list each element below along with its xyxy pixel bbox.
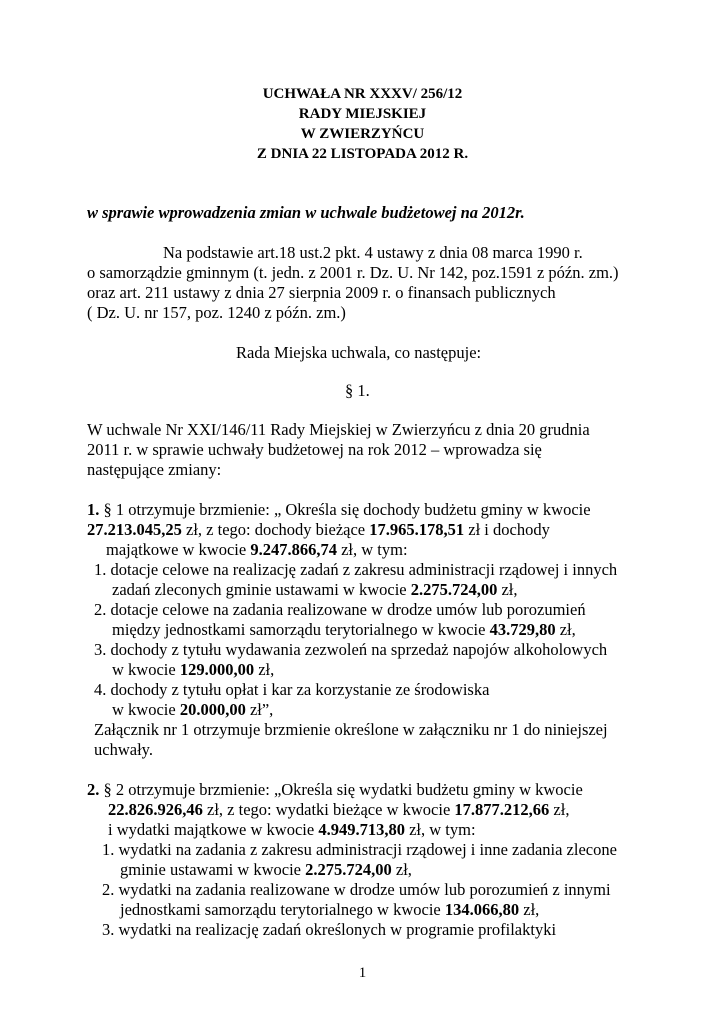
item1-sub3: 3. dochody z tytułu wydawania zezwoleń na sprzedaż napojów alkoholowych [94,640,608,659]
item2-text: gminie ustawami w kwocie [120,860,306,879]
resolution-date: Z DNIA 22 LISTOPADA 2012 R. [256,146,469,162]
item2-sub3: 3. wydatki na realizację zadań określonych w programie profilaktyki [102,920,557,939]
item1-text: zł, z tego: dochody bieżące [181,520,370,539]
item2-sub2-value: 134.066,80 [444,900,520,919]
page-number: 1 [358,965,367,981]
item1-text: w kwocie [112,700,180,719]
item1-annex: Załącznik nr 1 otrzymuje brzmienie określone w załączniku nr 1 do niniejszej [94,720,608,739]
item2-text: zł, [391,860,412,879]
item1-sub2-value: 43.729,80 [489,620,556,639]
expense-current: 17.877.212,66 [454,800,550,819]
preamble-line: Na podstawie art.18 ust.2 pkt. 4 ustawy z dnia 08 marca 1990 r. [163,243,583,262]
item2-sub1-cont [120,860,412,880]
resolves-statement: Rada Miejska uchwala, co następuje: [236,343,482,362]
item2-sub1: 1. wydatki na zadania z zakresu administracji rządowej i inne zadania zlecone [102,840,617,859]
item1-text: między jednostkami samorządu terytorialnego w kwocie [112,620,490,639]
preamble-line: o samorządzie gminnym (t. jedn. z 2001 r. Dz. U. Nr 142, poz.1591 z późn. zm.) [87,263,619,282]
section-mark: § 1. [345,381,370,400]
item1-text: zł, [254,660,275,679]
item1-text: zł, w tym: [336,540,408,559]
item2-line3 [108,820,476,840]
item1-sub1-value: 2.275.724,00 [410,580,498,599]
item2-number: 2. [87,780,100,799]
item2-line1 [87,780,583,800]
expense-total: 22.826.926,46 [108,800,203,819]
resolution-subject: w sprawie wprowadzenia zmian w uchwale budżetowej na 2012r. [87,203,525,222]
item1-text: zł, [497,580,518,599]
item1-text: majątkowe w kwocie [106,540,251,559]
item2-text: zł, [549,800,570,819]
item1-sub3-value: 129.000,00 [179,660,255,679]
item1-sub4: 4. dochody z tytułu opłat i kar za korzystanie ze środowiska [94,680,490,699]
expense-capital: 4.949.713,80 [318,820,405,839]
item1-text: § 1 otrzymuje brzmienie: „ Określa się dochody budżetu gminy w kwocie [99,500,591,519]
item1-sub1-cont [112,580,518,600]
intro-line: 2011 r. w sprawie uchwały budżetowej na rok 2012 – wprowadza się [87,440,542,459]
intro-line: następujące zmiany: [87,460,222,479]
item1-sub4-cont [112,700,273,720]
income-current: 17.965.178,51 [369,520,465,539]
item2-text: zł, z tego: wydatki bieżące w kwocie [202,800,455,819]
item1-sub2: 2. dotacje celowe na zadania realizowane w drodze umów lub porozumień [94,600,586,619]
council-location: W ZWIERZYŃCU [300,126,425,142]
preamble-line: oraz art. 211 ustawy z dnia 27 sierpnia 2009 r. o finansach publicznych [87,283,556,302]
item1-text: zadań zleconych gminie ustawami w kwocie [112,580,411,599]
item1-number: 1. [87,500,100,519]
income-capital: 9.247.866,74 [250,540,337,559]
item1-text: zł i dochody [464,520,550,539]
item2-text: zł, w tym: [404,820,476,839]
item2-text: jednostkami samorządu terytorialnego w kwocie [120,900,445,919]
council-name: RADY MIEJSKIEJ [298,106,427,122]
item1-line2 [87,520,550,540]
item1-text: zł, [555,620,576,639]
intro-line: W uchwale Nr XXI/146/11 Rady Miejskiej w Zwierzyńcu z dnia 20 grudnia [87,420,590,439]
resolution-header [0,84,725,164]
item1-sub3-cont [112,660,274,680]
item2-sub2-cont [120,900,539,920]
item2-text: zł, [519,900,540,919]
item1-sub4-value: 20.000,00 [179,700,246,719]
item1-line3 [106,540,408,560]
item1-text: zł”, [245,700,274,719]
item2-sub1-value: 2.275.724,00 [305,860,392,879]
item1-line1 [87,500,591,520]
item2-text: § 2 otrzymuje brzmienie: „Określa się wydatki budżetu gminy w kwocie [99,780,583,799]
income-total: 27.213.045,25 [87,520,182,539]
item2-line2 [108,800,569,820]
item2-sub2: 2. wydatki na zadania realizowane w drodze umów lub porozumień z innymi [102,880,611,899]
preamble-line: ( Dz. U. nr 157, poz. 1240 z późn. zm.) [87,303,346,322]
item1-sub1: 1. dotacje celowe na realizację zadań z zakresu administracji rządowej i innych [94,560,618,579]
item1-sub2-cont [112,620,576,640]
item1-annex-cont: uchwały. [94,740,153,759]
item2-text: i wydatki majątkowe w kwocie [108,820,319,839]
item1-text: w kwocie [112,660,180,679]
resolution-number: UCHWAŁA NR XXXV/ 256/12 [262,86,463,102]
